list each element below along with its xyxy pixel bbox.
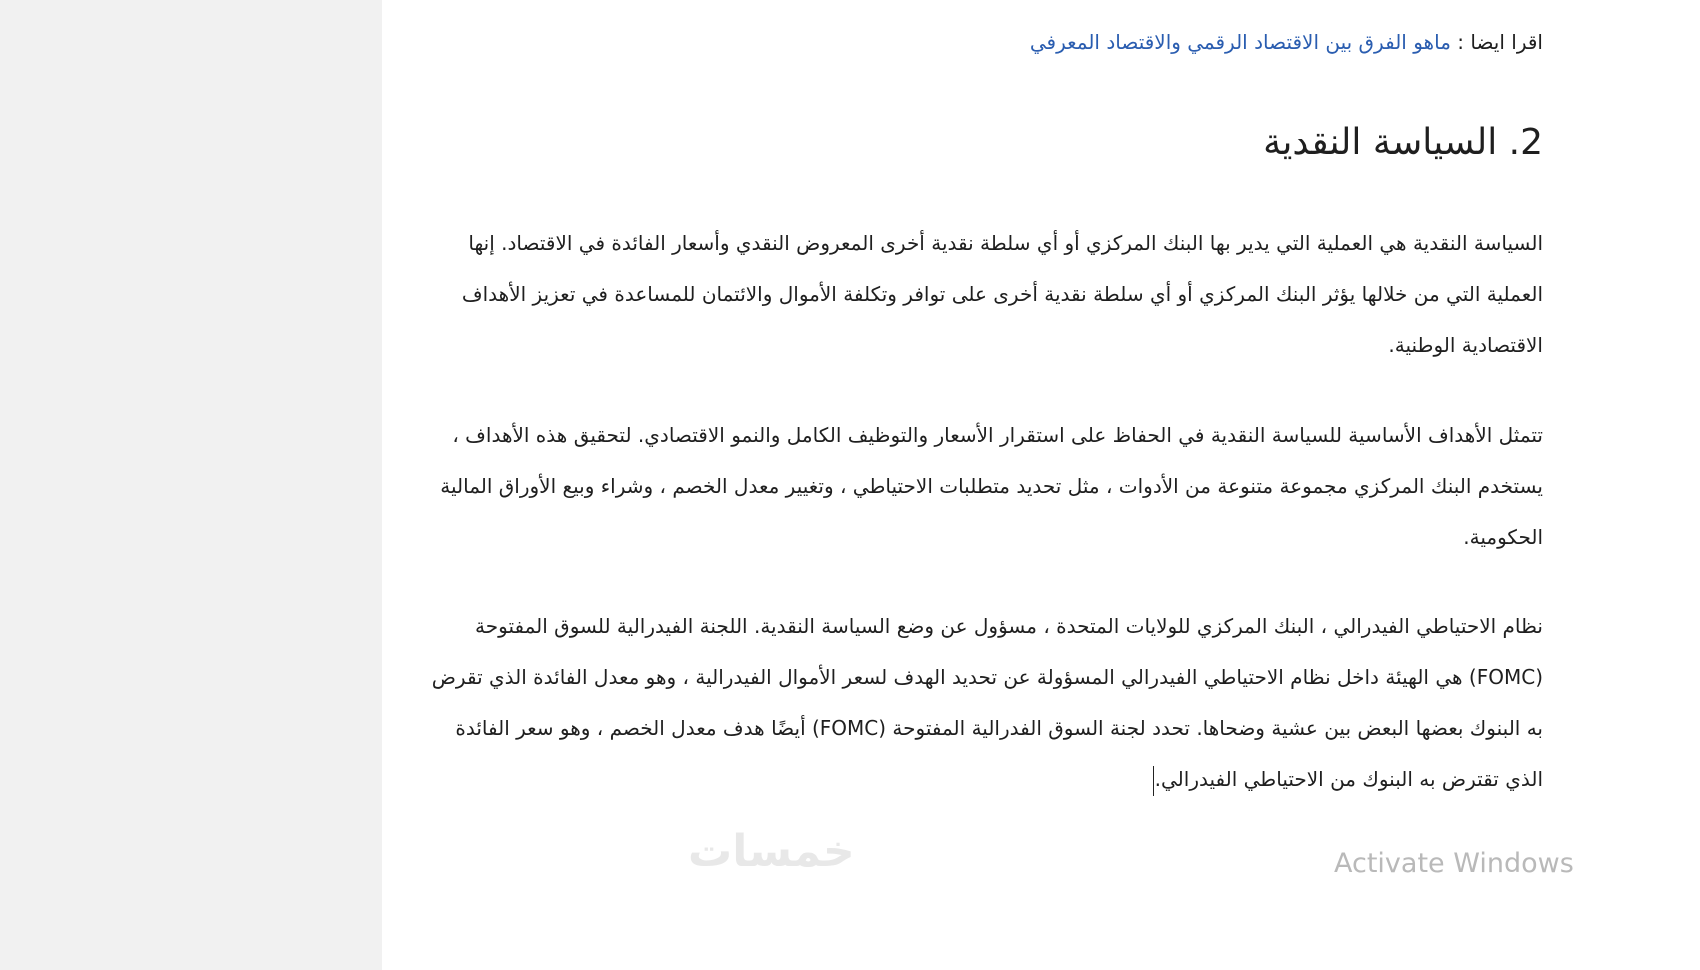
document-page[interactable]	[382, 0, 1700, 970]
paragraph-federal-reserve	[412, 601, 1543, 805]
text-cursor	[1153, 766, 1154, 796]
paragraph-objectives: تتمثل الأهداف الأساسية للسياسة النقدية في الحفاظ على استقرار الأسعار والتوظيف الكامل والنمو الاقتصادي. لتحقيق هذه الأهداف ، يستخدم البنك المركزي مجموعة متنوعة من الأدوات ، مثل تحديد متطلبات الاحتياطي ، وتغيير معدل الخصم ، وشراء وبيع الأوراق المالية الحكومية.	[440, 423, 1543, 549]
paragraph-federal-reserve-text: نظام الاحتياطي الفيدرالي ، البنك المركزي للولايات المتحدة ، مسؤول عن وضع السياسة النقدية. اللجنة الفيدرالية للسوق المفتوحة (FOMC) هي الهيئة داخل نظام الاحتياطي الفيدرالي المسؤولة عن تحديد الهدف لسعر الأموال الفيدرالية ، وهو معدل الفائدة الذي تقرض به البنوك بعضها البعض بين عشية وضحاها. تحدد لجنة السوق الفدرالية المفتوحة (FOMC) أيضًا هدف معدل الخصم ، وهو سعر الفائدة الذي تقترض به البنوك من الاحتياطي الفيدرالي.	[431, 614, 1543, 791]
activate-windows-watermark: Activate Windows	[1334, 848, 1574, 879]
section-heading: 2. السياسة النقدية	[1263, 122, 1543, 163]
read-also-line	[1030, 26, 1543, 58]
read-also-link[interactable]: ماهو الفرق بين الاقتصاد الرقمي والاقتصاد المعرفي	[1029, 30, 1451, 54]
paragraph-definition: السياسة النقدية هي العملية التي يدير بها البنك المركزي أو أي سلطة نقدية أخرى المعروض النقدي وأسعار الفائدة في الاقتصاد. إنها العملية التي من خلالها يؤثر البنك المركزي أو أي سلطة نقدية أخرى على توافر وتكلفة الأموال والائتمان للمساعدة في تعزيز الأهداف الاقتصادية الوطنية.	[461, 231, 1543, 357]
left-margin-panel	[0, 0, 382, 970]
watermark-logo: خمسات	[688, 826, 855, 877]
read-also-prefix: اقرا ايضا :	[1450, 30, 1543, 54]
